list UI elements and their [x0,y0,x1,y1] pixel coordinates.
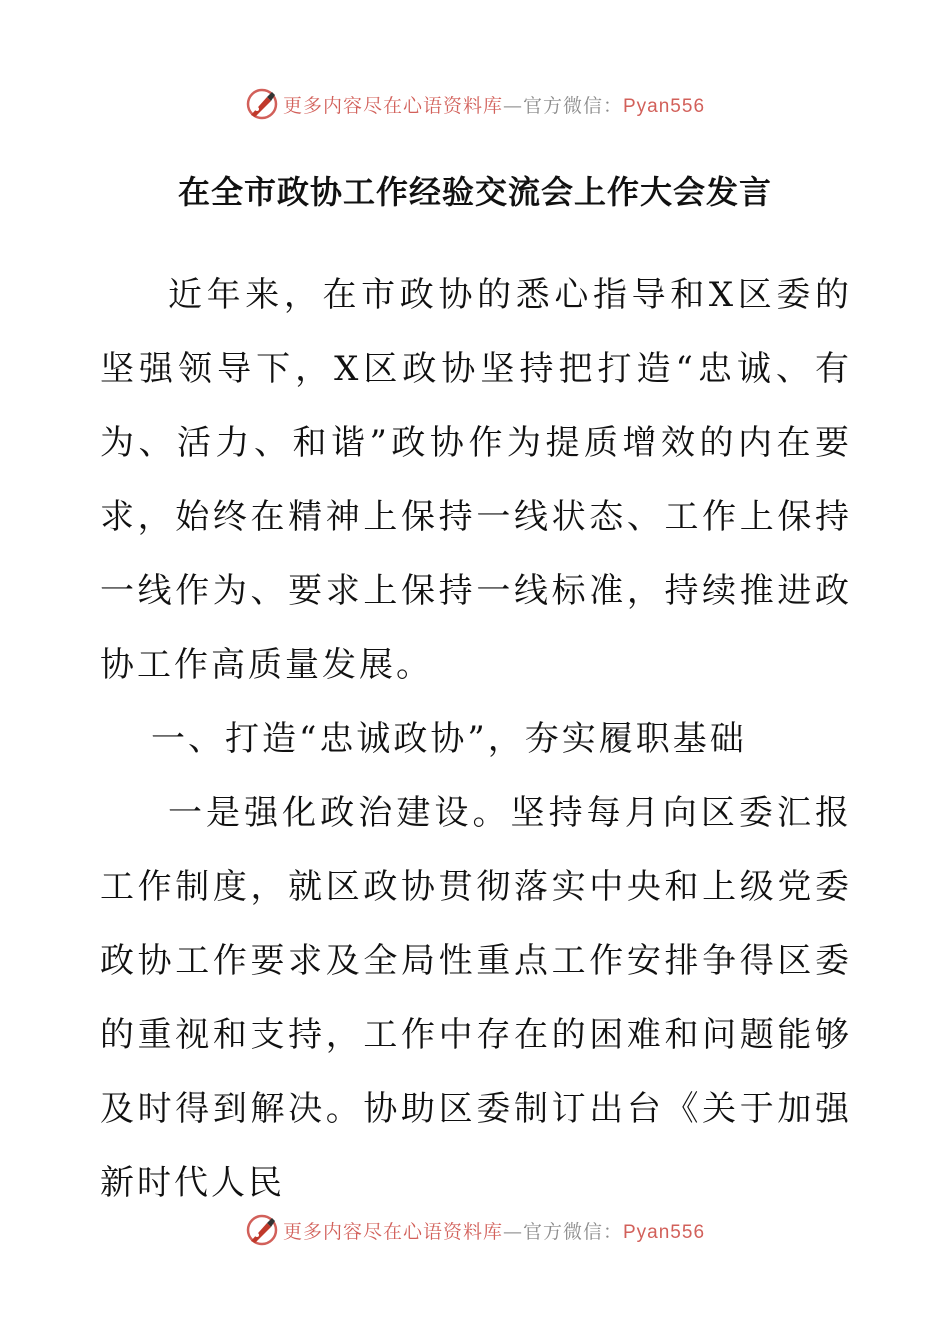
banner-separator: — [502,1220,523,1243]
header-watermark-banner [0,84,950,124]
banner-main-text: 更多内容尽在心语资料库 [282,94,503,117]
banner-main-text: 更多内容尽在心语资料库 [282,1220,503,1243]
banner-wechat-label: 官方微信： [522,1220,623,1243]
banner-wechat-label: 官方微信： [522,94,623,117]
banner-text [283,1217,705,1244]
section-heading: 一、打造“忠诚政协”，夯实履职基础 [151,719,747,759]
document-body [100,258,852,1220]
banner-separator: — [502,94,523,117]
document-title: 在全市政协工作经验交流会上作大会发言 [177,173,772,211]
banner-wechat-code: Pyan556 [623,1221,706,1243]
pen-nib-logo-icon [245,1213,279,1247]
section-paragraph: 一是强化政治建设。坚持每月向区委汇报工作制度，就区政协贯彻落实中央和上级党委政协工作要求及全局性重点工作安排争得区委的重视和支持，工作中存在的困难和问题能够及时得到解决。协助区委制订出台《关于加强新时代人民 [100,793,852,1203]
intro-paragraph: 近年来，在市政协的悉心指导和X区委的坚强领导下，X区政协坚持把打造“忠诚、有为、活力、和谐”政协作为提质增效的内在要求，始终在精神上保持一线状态、工作上保持一线作为、要求上保持一线标准，持续推进政协工作高质量发展。 [100,275,852,685]
banner-text [283,91,705,118]
pen-nib-logo-icon [245,87,279,121]
banner-wechat-code: Pyan556 [623,95,706,117]
footer-watermark-banner [0,1210,950,1250]
